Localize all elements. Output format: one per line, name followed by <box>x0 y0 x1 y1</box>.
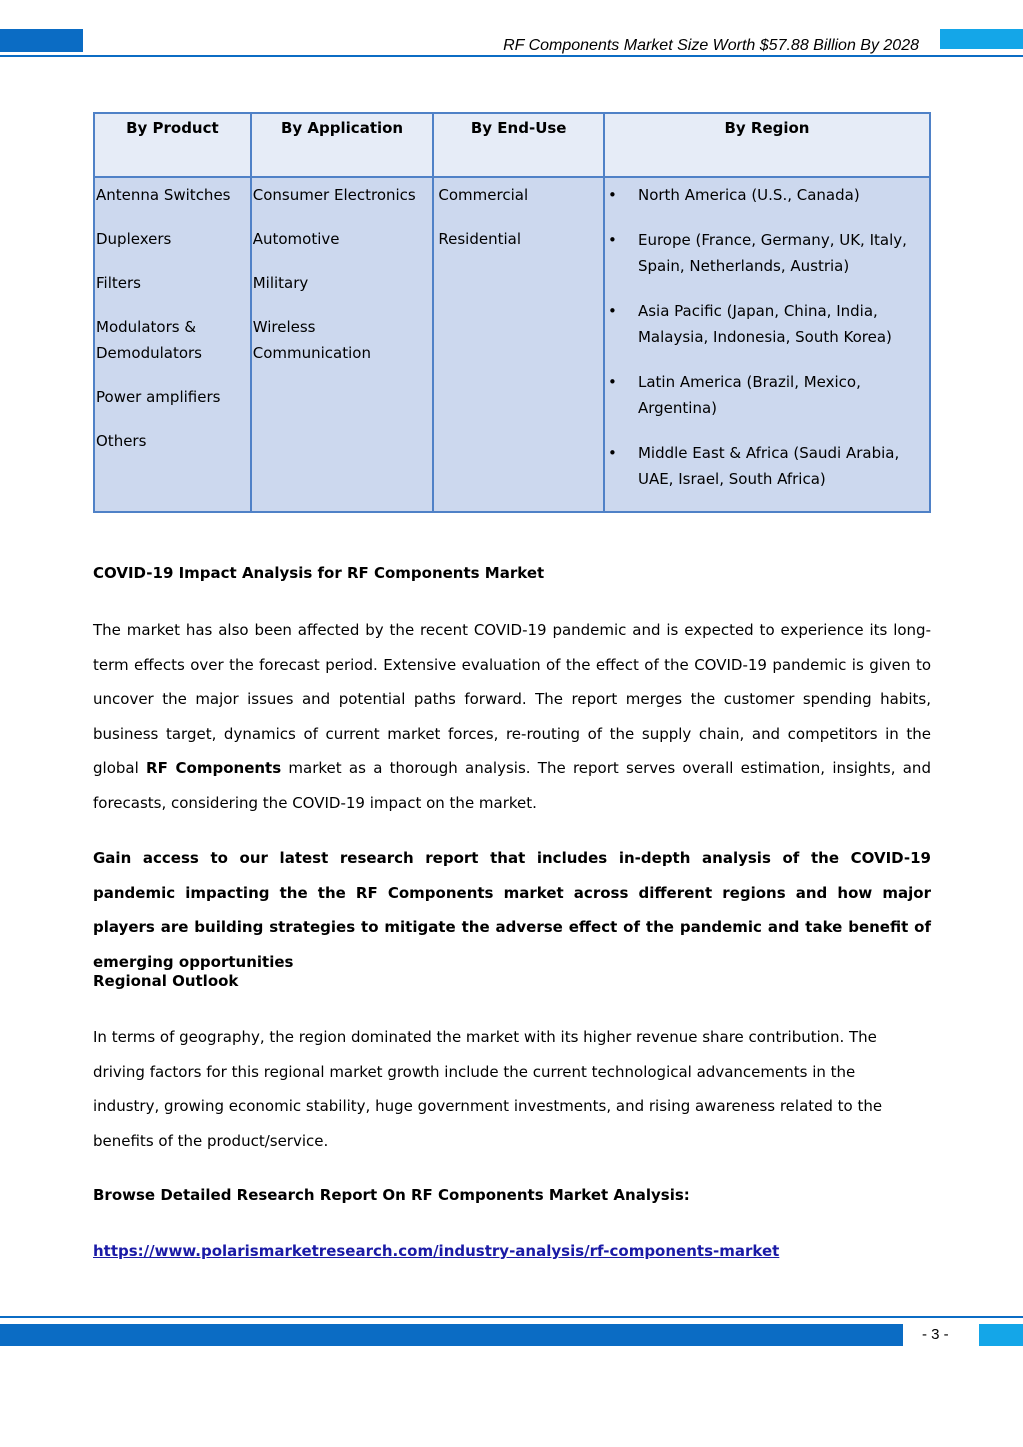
regional-paragraph: In terms of geography, the region dominated the market with its higher revenue share contribution. The driving factors for this regional market growth include the current technological advancements in the industry, growing economic stability, huge government investments, and rising awareness related to the benefits of the product/service. <box>93 1028 883 1150</box>
header-by-product: By Product <box>94 113 251 177</box>
regional-heading: Regional Outlook <box>93 972 239 990</box>
region-item: • Middle East & Africa (Saudi Arabia, UAE, Israel, South Africa) <box>605 440 915 492</box>
end-use-cell <box>433 177 604 512</box>
application-item: Automotive <box>252 230 340 248</box>
covid-paragraph-text-end: market as a thorough analysis. The report serves overall estimation, insights, and forecasts, considering the COVID-19 impact on the market. <box>93 759 931 812</box>
header-accent-right <box>940 29 1023 49</box>
product-item: Modulators & Demodulators <box>96 318 202 362</box>
region-item: • Asia Pacific (Japan, China, India, Malaysia, Indonesia, South Korea) <box>605 298 915 350</box>
header-by-region: By Region <box>604 113 930 177</box>
report-link-wrapper <box>93 1241 931 1260</box>
header-accent-left <box>0 29 83 52</box>
header-by-end-use: By End-Use <box>433 113 604 177</box>
browse-heading: Browse Detailed Research Report On RF Components Market Analysis: <box>93 1186 690 1204</box>
product-item: Others <box>96 432 147 450</box>
page-number: - 3 - <box>922 1326 949 1343</box>
application-item: Consumer Electronics <box>252 186 416 204</box>
header-by-application: By Application <box>251 113 434 177</box>
product-item: Power amplifiers <box>96 388 221 406</box>
product-item: Antenna Switches <box>96 186 231 204</box>
end-use-item: Residential <box>438 230 522 248</box>
region-cell <box>604 177 930 512</box>
product-item: Filters <box>96 274 141 292</box>
cta-paragraph: Gain access to our latest research report that includes in-depth analysis of the COVID-19 pandemic impacting the the RF Components market across different regions and how major players are building strategies to mitigate the adverse effect of the pandemic and take benefit of emerging opportunities <box>93 849 931 971</box>
header-rule <box>0 55 1023 57</box>
region-item: • Europe (France, Germany, UK, Italy, Spain, Netherlands, Austria) <box>605 227 915 279</box>
report-link[interactable]: https://www.polarismarketresearch.com/industry-analysis/rf-components-market <box>93 1242 780 1260</box>
header-title: RF Components Market Size Worth $57.88 Billion By 2028 <box>503 37 919 54</box>
application-item: Military <box>252 274 309 292</box>
product-item: Duplexers <box>96 230 172 248</box>
application-item: Wireless Communication <box>252 318 371 362</box>
applications-cell <box>251 177 434 512</box>
footer-accent-bar <box>0 1324 903 1346</box>
footer-accent-right <box>979 1324 1023 1346</box>
covid-paragraph-bold: RF Components <box>146 759 282 778</box>
region-item: • Latin America (Brazil, Mexico, Argentina) <box>605 369 915 421</box>
covid-heading: COVID-19 Impact Analysis for RF Components Market <box>93 564 545 582</box>
footer-rule <box>0 1316 1023 1318</box>
end-use-item: Commercial <box>438 186 529 204</box>
covid-paragraph-text: The market has also been affected by the recent COVID-19 pandemic and is expected to experience its long-term effects over the forecast period. Extensive evaluation of the effect of the COVID-19 pandemic is given to uncover the major issues and potential paths forward. The report merges the customer spending habits, business target, dynamics of current market forces, re-routing of the supply chain, and competitors in the global <box>93 621 931 778</box>
products-cell <box>94 177 251 512</box>
segmentation-table <box>93 112 931 513</box>
covid-paragraph <box>93 613 931 821</box>
region-item: • North America (U.S., Canada) <box>605 182 915 208</box>
